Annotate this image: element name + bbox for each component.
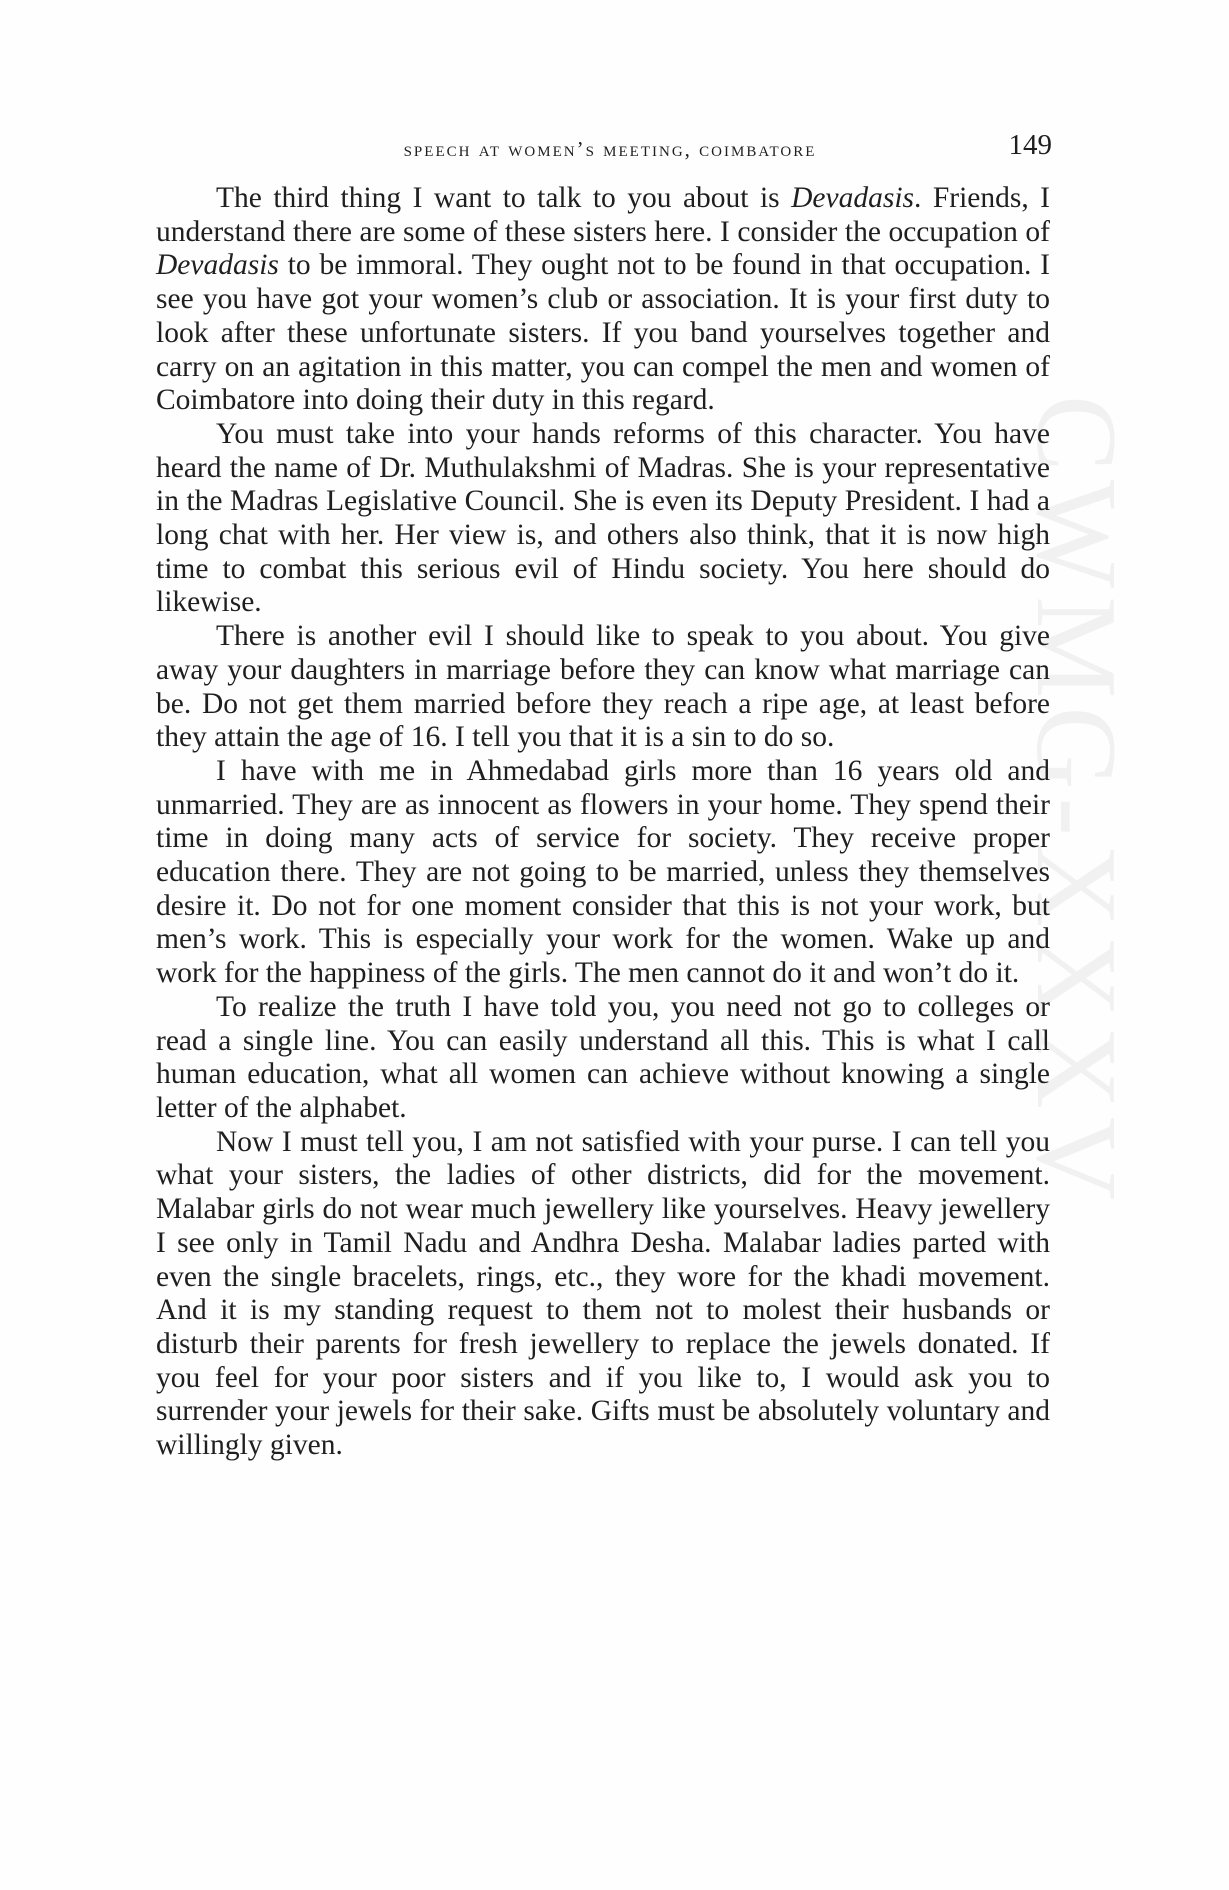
paragraph-text: to be immoral. They ought not to be found in that occupation. I see you have got your women’s club or association. It is your first duty to look after these unfortunate sisters. If you band yourselves together and carry on an agitation in this matter, you can compel the men and women of Coimbatore into doing their duty in this regard. — [156, 249, 1050, 417]
italic-term: Devadasis — [791, 182, 914, 214]
paragraph-jewellery: Now I must tell you, I am not satisfied with your purse. I can tell you what your sisters, the ladies of other districts, did for the movement. Malabar girls do not wear much jewellery like yourselves. Heavy jewellery I see only in Tamil Nadu and Andhra Desha. Malabar ladies parted with even the single bracelets, rings, etc., they wore for the khadi movement. And it is my standing request to them not to molest their husbands or disturb their parents for fresh jewellery to replace the jewels donated. If you feel for your poor sisters and if you like to, I would ask you to surrender your jewels for their sake. Gifts must be absolutely voluntary and willingly given. — [156, 1125, 1050, 1462]
watermark: CWMG-XXXV — [1013, 395, 1140, 1209]
paragraph-human-education: To realize the truth I have told you, you need not go to colleges or read a single line. You can easily understand all this. This is what I call human education, what all women can achieve without knowing a single letter of the alphabet. — [156, 990, 1050, 1124]
running-head — [160, 129, 1060, 173]
body-text — [156, 182, 1050, 1463]
paragraph-ahmedabad-girls: I have with me in Ahmedabad girls more than 16 years old and unmarried. They are as innocent as flowers in your home. They spend their time in doing many acts of service for society. They receive proper education there. They are not going to be married, unless they themselves desire it. Do not for one moment consider that this is not your work, but men’s work. This is especially your work for the women. Wake up and work for the happiness of the girls. The men cannot do it and won’t do it. — [156, 754, 1050, 990]
paragraph-child-marriage: There is another evil I should like to speak to you about. You give away your daughters in marriage before they can know what marriage can be. Do not get them married before they reach a ripe age, at least before they attain the age of 16. I tell you that it is a sin to do so. — [156, 620, 1050, 754]
paragraph-reforms: You must take into your hands reforms of this character. You have heard the name of Dr. Muthulakshmi of Madras. She is your representative in the Madras Legislative Council. She is even its Deputy President. I had a long chat with her. Her view is, and others also think, that it is now high time to combat this serious evil of Hindu society. You here should do likewise. — [156, 417, 1050, 619]
paragraph-text: The third thing I want to talk to you about is — [216, 182, 792, 214]
page-number: 149 — [1008, 129, 1052, 161]
paragraph-text: . Friends, I understand there are some of these sisters here. I consider the occupation of — [156, 182, 1051, 248]
running-title: speech at women’s meeting, coimbatore — [403, 137, 817, 161]
italic-term: Devadasis — [156, 249, 279, 282]
paragraph-devadasis — [156, 182, 1050, 418]
